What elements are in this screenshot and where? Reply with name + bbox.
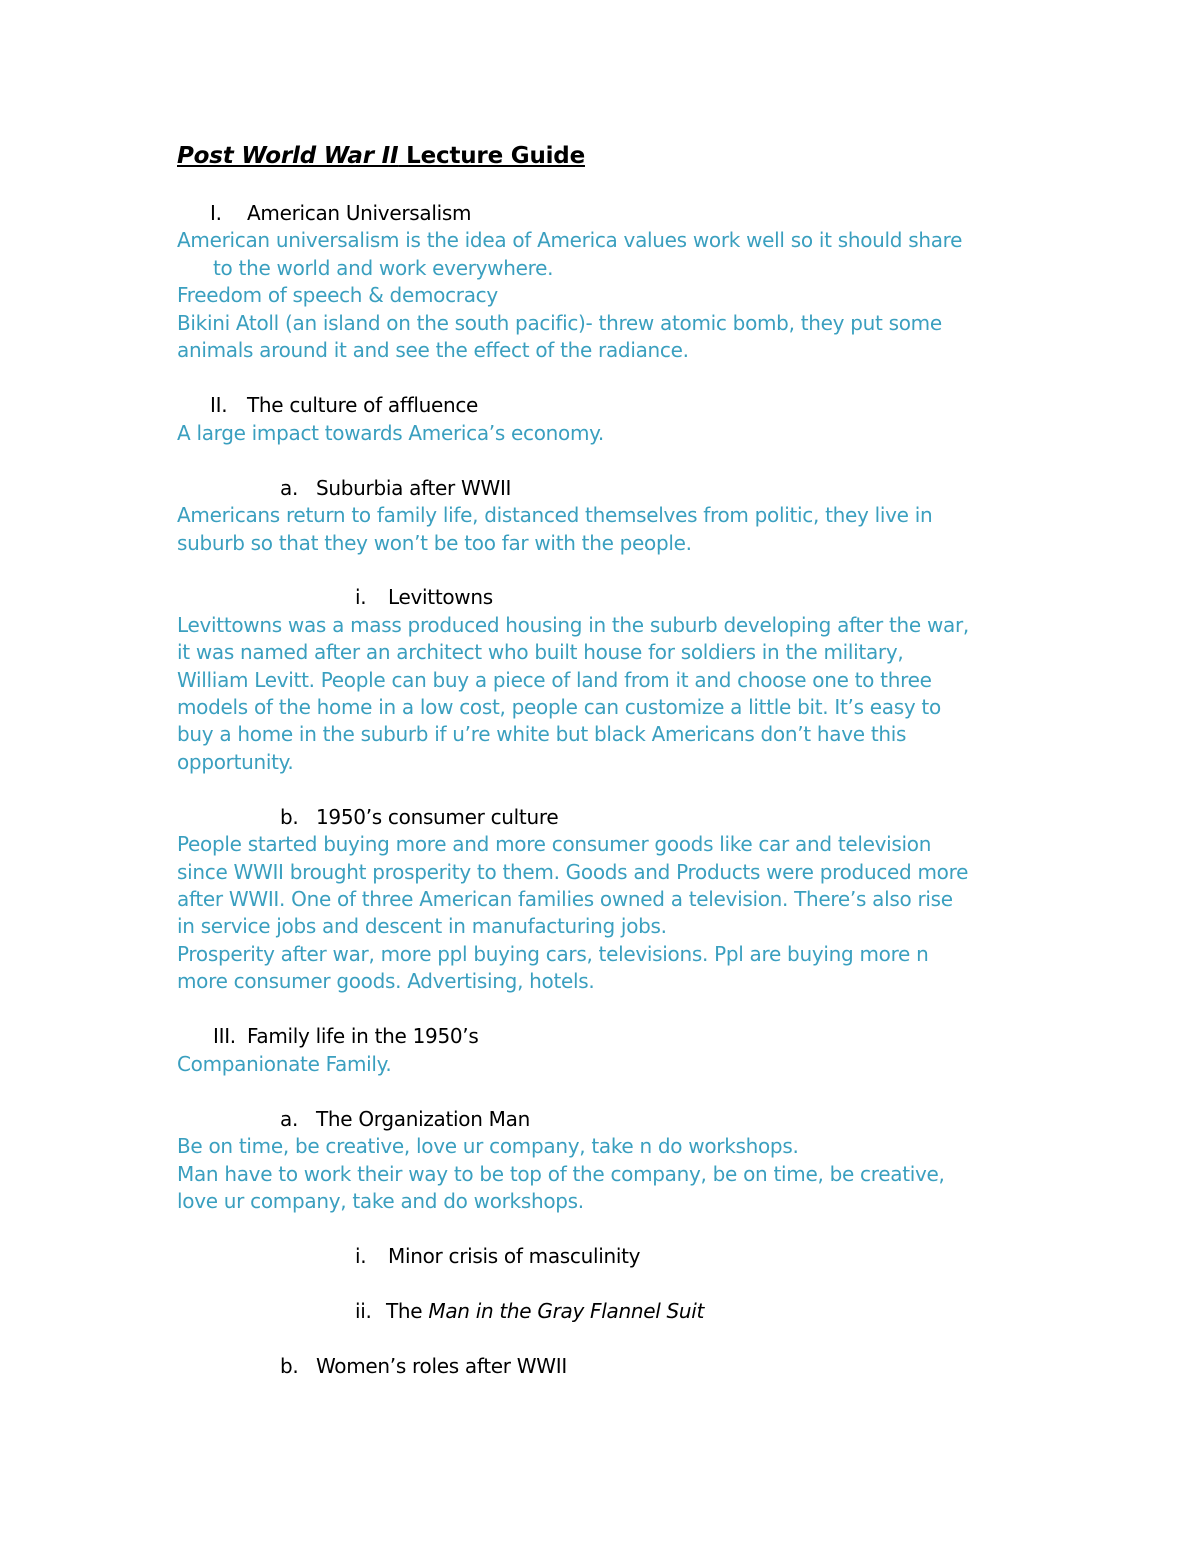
heading-levittowns (355, 585, 493, 609)
heading-text: Minor crisis of masculinity (388, 1244, 641, 1268)
heading-consumer-culture (280, 805, 558, 829)
note-line: to the world and work everywhere. (213, 256, 554, 280)
note-line: models of the home in a low cost, people can customize a little bit. It’s easy to (177, 695, 941, 719)
outline-marker: i. (355, 1244, 367, 1268)
heading-text: The Organization Man (316, 1107, 530, 1131)
note-line: Americans return to family life, distanced themselves from politic, they live in (177, 503, 933, 527)
heading-text: 1950’s consumer culture (316, 805, 559, 829)
note-line: Be on time, be creative, love ur company, take n do workshops. (177, 1134, 799, 1158)
heading-suburbia (280, 476, 511, 500)
note-line: Bikini Atoll (an island on the south pacific)- threw atomic bomb, they put some (177, 311, 942, 335)
note-line: animals around it and see the effect of the radiance. (177, 338, 689, 362)
title-italic: Post World War II (177, 143, 399, 169)
note-line: Man have to work their way to be top of the company, be on time, be creative, (177, 1162, 945, 1186)
heading-text: American Universalism (247, 201, 472, 225)
note-line: William Levitt. People can buy a piece of land from it and choose one to three (177, 668, 932, 692)
note-line: American universalism is the idea of America values work well so it should share (177, 228, 963, 252)
heading-text: Women’s roles after WWII (316, 1354, 567, 1378)
page-title (177, 144, 585, 168)
outline-marker: I. (210, 201, 222, 225)
note-line: A large impact towards America’s economy. (177, 421, 604, 445)
outline-marker: ii. (355, 1299, 372, 1323)
note-line: love ur company, take and do workshops. (177, 1189, 584, 1213)
note-line: Prosperity after war, more ppl buying cars, televisions. Ppl are buying more n (177, 942, 929, 966)
heading-organization-man (280, 1107, 530, 1131)
note-line: Freedom of speech & democracy (177, 283, 498, 307)
note-line: more consumer goods. Advertising, hotels. (177, 969, 595, 993)
outline-marker: a. (280, 1107, 299, 1131)
note-line: People started buying more and more consumer goods like car and television (177, 832, 932, 856)
heading-american-universalism (210, 201, 471, 225)
note-line: since WWII brought prosperity to them. Goods and Products were produced more (177, 860, 969, 884)
heading-gray-flannel-suit (355, 1299, 704, 1323)
heading-text: Levittowns (388, 585, 493, 609)
outline-marker: b. (280, 805, 299, 829)
heading-family-life (213, 1024, 478, 1048)
heading-text: Family life in the 1950’s (247, 1024, 479, 1048)
outline-marker: II. (210, 393, 228, 417)
outline-marker: III. (213, 1024, 236, 1048)
note-line: Companionate Family. (177, 1052, 392, 1076)
heading-text: The culture of affluence (247, 393, 479, 417)
note-line: after WWII. One of three American families owned a television. There’s also rise (177, 887, 953, 911)
outline-marker: i. (355, 585, 367, 609)
heading-culture-of-affluence (210, 393, 478, 417)
note-line: in service jobs and descent in manufacturing jobs. (177, 914, 667, 938)
note-line: suburb so that they won’t be too far with the people. (177, 531, 692, 555)
heading-text: The (386, 1299, 429, 1323)
heading-text: Suburbia after WWII (316, 476, 512, 500)
outline-marker: a. (280, 476, 299, 500)
title-rest: Lecture Guide (398, 143, 585, 169)
heading-italic-title: Man in the Gray Flannel Suit (428, 1299, 705, 1323)
note-line: Levittowns was a mass produced housing in the suburb developing after the war, (177, 613, 969, 637)
note-line: opportunity. (177, 750, 294, 774)
note-line: buy a home in the suburb if u’re white but black Americans don’t have this (177, 722, 907, 746)
heading-womens-roles (280, 1354, 567, 1378)
note-line: it was named after an architect who built house for soldiers in the military, (177, 640, 904, 664)
outline-marker: b. (280, 1354, 299, 1378)
heading-minor-crisis (355, 1244, 640, 1268)
